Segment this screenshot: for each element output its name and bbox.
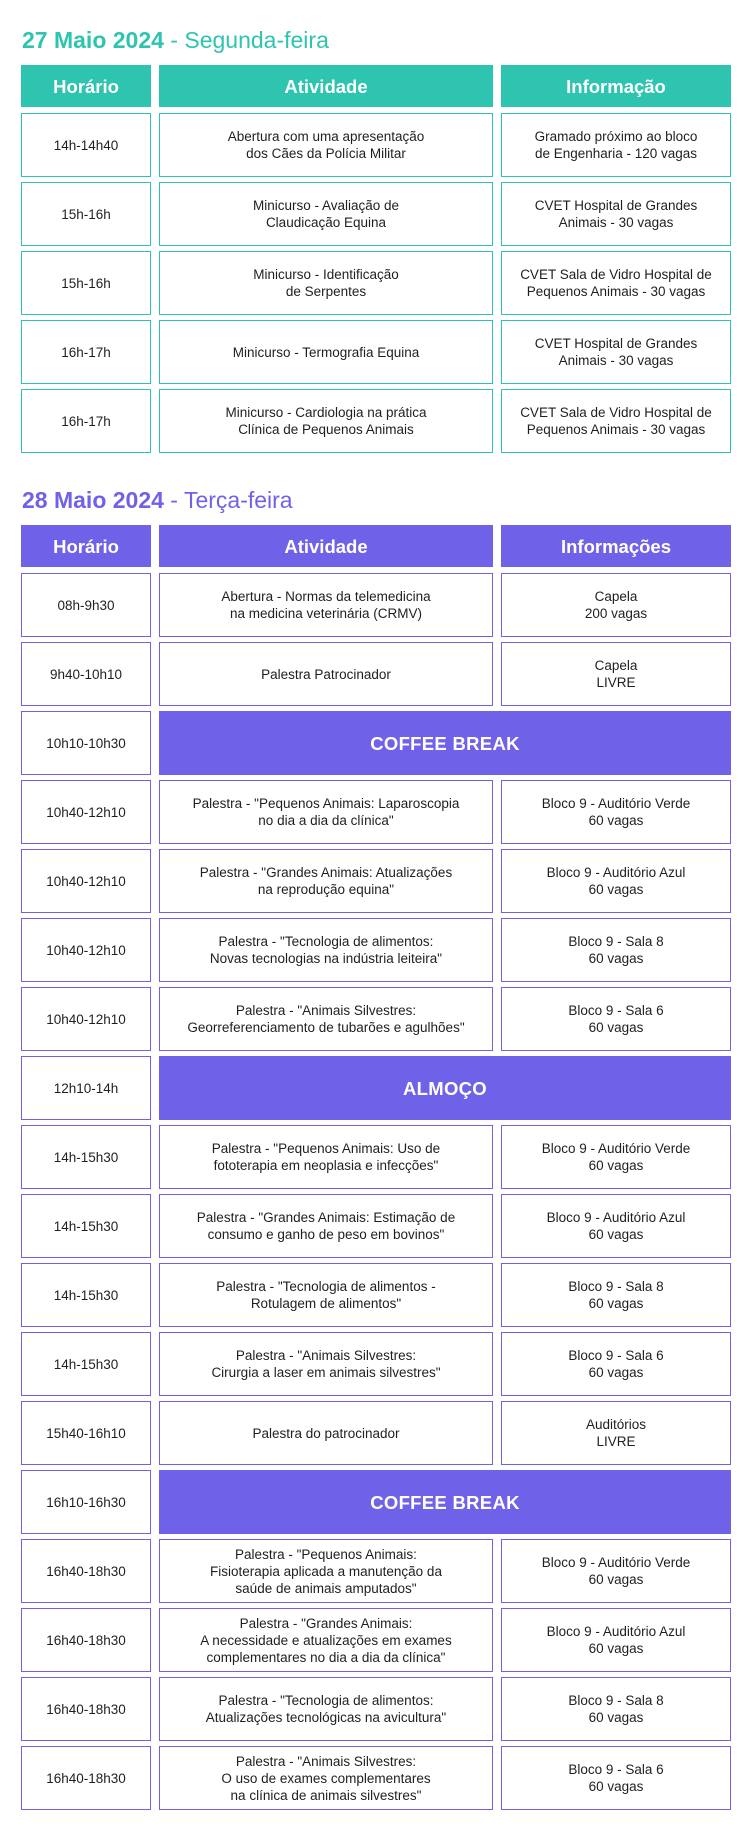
activity-cell-text: Palestra - "Grandes Animais: Atualizações na reprodução equina" <box>199 865 453 897</box>
header-time-text: Horário <box>53 75 119 97</box>
time-cell <box>21 251 151 315</box>
time-cell <box>21 1470 151 1534</box>
info-cell-text: Capela 200 vagas <box>584 589 648 621</box>
header-activity <box>159 525 493 567</box>
activity-cell <box>159 1539 493 1603</box>
info-cell <box>501 573 731 637</box>
time-cell-text: 15h-16h <box>61 206 111 222</box>
info-cell <box>501 780 731 844</box>
day-title-1 <box>22 26 329 54</box>
info-cell <box>501 251 731 315</box>
info-cell-text: Bloco 9 - Sala 6 60 vagas <box>568 1003 664 1035</box>
activity-cell <box>159 1263 493 1327</box>
time-cell <box>21 849 151 913</box>
time-cell-text: 9h40-10h10 <box>49 666 123 682</box>
activity-cell <box>159 573 493 637</box>
time-cell-text: 14h-15h30 <box>53 1218 119 1234</box>
activity-cell <box>159 251 493 315</box>
time-cell-text: 10h40-12h10 <box>46 873 126 889</box>
info-cell-text: CVET Sala de Vidro Hospital de Pequenos Animais - 30 vagas <box>520 267 712 299</box>
activity-cell-text: Palestra - "Pequenos Animais: Fisioterapia aplicada a manutenção da saúde de animais amputados" <box>210 1546 442 1596</box>
info-cell <box>501 849 731 913</box>
time-cell <box>21 1746 151 1810</box>
activity-cell-text: Palestra - "Tecnologia de alimentos: Novas tecnologias na indústria leiteira" <box>209 934 443 966</box>
time-cell <box>21 1539 151 1603</box>
day-date: 28 Maio 2024 <box>22 487 164 513</box>
break-banner <box>159 1470 731 1534</box>
time-cell-text: 14h-15h30 <box>53 1149 119 1165</box>
header-time <box>21 65 151 107</box>
day-title-2 <box>22 486 293 514</box>
time-cell-text: 10h40-12h10 <box>46 1011 126 1027</box>
time-cell <box>21 1401 151 1465</box>
time-cell-text: 16h40-18h30 <box>46 1632 126 1648</box>
time-cell-text: 14h-15h30 <box>53 1356 119 1372</box>
activity-cell-text: Palestra - "Tecnologia de alimentos - Rotulagem de alimentos" <box>216 1279 436 1311</box>
break-banner-text: ALMOÇO <box>402 1077 487 1099</box>
info-cell <box>501 389 731 453</box>
info-cell <box>501 320 731 384</box>
day-title-separator: - <box>163 487 184 513</box>
info-cell <box>501 1608 731 1672</box>
info-cell <box>501 1125 731 1189</box>
activity-cell-text: Palestra - "Animais Silvestres: O uso de exames complementares na clínica de animais silvestres" <box>221 1753 431 1803</box>
time-cell-text: 16h40-18h30 <box>46 1701 126 1717</box>
info-cell-text: Bloco 9 - Auditório Verde 60 vagas <box>541 796 691 828</box>
activity-cell-text: Palestra do patrocinador <box>252 1425 400 1441</box>
time-cell <box>21 1677 151 1741</box>
info-cell <box>501 1194 731 1258</box>
info-cell <box>501 182 731 246</box>
header-time-text: Horário <box>53 535 119 557</box>
activity-cell <box>159 113 493 177</box>
time-cell-text: 16h-17h <box>61 413 111 429</box>
time-cell <box>21 1263 151 1327</box>
info-cell-text: CVET Hospital de Grandes Animais - 30 vagas <box>534 336 698 368</box>
info-cell-text: Bloco 9 - Auditório Verde 60 vagas <box>541 1141 691 1173</box>
info-cell <box>501 1401 731 1465</box>
activity-cell <box>159 182 493 246</box>
activity-cell-text: Palestra - "Animais Silvestres: Cirurgia a laser em animais silvestres" <box>211 1348 441 1380</box>
header-info-text: Informação <box>566 75 666 97</box>
activity-cell <box>159 1746 493 1810</box>
info-cell <box>501 1539 731 1603</box>
info-cell-text: Bloco 9 - Sala 8 60 vagas <box>568 934 664 966</box>
day-date: 27 Maio 2024 <box>22 27 164 53</box>
header-activity-text: Atividade <box>284 75 368 97</box>
activity-cell-text: Palestra - "Grandes Animais: A necessidade e atualizações em exames complementares no dia a dia da clínica" <box>200 1615 452 1665</box>
time-cell-text: 15h40-16h10 <box>46 1425 126 1441</box>
info-cell-text: Bloco 9 - Sala 8 60 vagas <box>568 1693 664 1725</box>
time-cell-text: 16h40-18h30 <box>46 1770 126 1786</box>
info-cell-text: Bloco 9 - Sala 6 60 vagas <box>568 1348 664 1380</box>
activity-cell-text: Minicurso - Avaliação de Claudicação Equina <box>252 198 400 230</box>
time-cell <box>21 711 151 775</box>
info-cell-text: Bloco 9 - Auditório Azul 60 vagas <box>546 1624 686 1656</box>
activity-cell <box>159 918 493 982</box>
time-cell <box>21 573 151 637</box>
header-info <box>501 525 731 567</box>
break-banner <box>159 711 731 775</box>
info-cell-text: Gramado próximo ao bloco de Engenharia - 120 vagas <box>534 129 698 161</box>
time-cell <box>21 987 151 1051</box>
time-cell <box>21 1332 151 1396</box>
time-cell-text: 08h-9h30 <box>57 597 115 613</box>
day-weekday: Terça-feira <box>183 487 293 513</box>
activity-cell <box>159 389 493 453</box>
activity-cell-text: Minicurso - Identificação de Serpentes <box>253 267 399 299</box>
info-cell <box>501 1677 731 1741</box>
header-info <box>501 65 731 107</box>
day-title-separator: - <box>163 27 185 53</box>
info-cell <box>501 113 731 177</box>
activity-cell <box>159 780 493 844</box>
time-cell <box>21 1608 151 1672</box>
time-cell-text: 16h-17h <box>61 344 111 360</box>
info-cell-text: Auditórios LIVRE <box>585 1417 647 1449</box>
time-cell <box>21 918 151 982</box>
activity-cell-text: Palestra - "Animais Silvestres: Georreferenciamento de tubarões e agulhões" <box>187 1003 465 1035</box>
header-activity <box>159 65 493 107</box>
info-cell <box>501 1746 731 1810</box>
time-cell <box>21 389 151 453</box>
break-banner <box>159 1056 731 1120</box>
time-cell-text: 14h-14h40 <box>53 137 119 153</box>
time-cell-text: 12h10-14h <box>53 1080 119 1096</box>
time-cell <box>21 1056 151 1120</box>
info-cell <box>501 642 731 706</box>
activity-cell <box>159 642 493 706</box>
activity-cell <box>159 1125 493 1189</box>
activity-cell-text: Palestra Patrocinador <box>261 666 391 682</box>
info-cell-text: Bloco 9 - Auditório Verde 60 vagas <box>541 1555 691 1587</box>
info-cell-text: CVET Sala de Vidro Hospital de Pequenos Animais - 30 vagas <box>520 405 712 437</box>
activity-cell <box>159 1194 493 1258</box>
activity-cell-text: Palestra - "Tecnologia de alimentos: Atualizações tecnológicas na avicultura" <box>205 1693 447 1725</box>
time-cell <box>21 780 151 844</box>
info-cell-text: Bloco 9 - Auditório Azul 60 vagas <box>546 865 686 897</box>
activity-cell <box>159 1677 493 1741</box>
activity-cell <box>159 987 493 1051</box>
activity-cell <box>159 1332 493 1396</box>
activity-cell-text: Abertura com uma apresentação dos Cães da Polícia Militar <box>227 129 425 161</box>
info-cell <box>501 1263 731 1327</box>
activity-cell-text: Palestra - "Grandes Animais: Estimação de consumo e ganho de peso em bovinos" <box>196 1210 456 1242</box>
info-cell-text: CVET Hospital de Grandes Animais - 30 vagas <box>534 198 698 230</box>
time-cell <box>21 1194 151 1258</box>
info-cell-text: Bloco 9 - Auditório Azul 60 vagas <box>546 1210 686 1242</box>
time-cell-text: 15h-16h <box>61 275 111 291</box>
time-cell-text: 16h10-16h30 <box>46 1494 126 1510</box>
activity-cell-text: Minicurso - Cardiologia na prática Clínica de Pequenos Animais <box>225 405 427 437</box>
header-time <box>21 525 151 567</box>
time-cell-text: 10h40-12h10 <box>46 804 126 820</box>
time-cell <box>21 320 151 384</box>
activity-cell <box>159 1608 493 1672</box>
activity-cell-text: Palestra - "Pequenos Animais: Laparoscopia no dia a dia da clínica" <box>192 796 460 828</box>
activity-cell-text: Abertura - Normas da telemedicina na medicina veterinária (CRMV) <box>221 589 431 621</box>
info-cell-text: Bloco 9 - Sala 6 60 vagas <box>568 1762 664 1794</box>
header-activity-text: Atividade <box>284 535 368 557</box>
activity-cell <box>159 849 493 913</box>
activity-cell-text: Palestra - "Pequenos Animais: Uso de fototerapia em neoplasia e infecções" <box>211 1141 441 1173</box>
day-weekday: Segunda-feira <box>184 27 329 53</box>
header-info-text: Informações <box>560 535 671 557</box>
info-cell <box>501 1332 731 1396</box>
activity-cell <box>159 320 493 384</box>
activity-cell-text: Minicurso - Termografia Equina <box>232 344 420 360</box>
time-cell <box>21 113 151 177</box>
break-banner-text: COFFEE BREAK <box>370 1491 520 1513</box>
time-cell-text: 16h40-18h30 <box>46 1563 126 1579</box>
info-cell-text: Bloco 9 - Sala 8 60 vagas <box>568 1279 664 1311</box>
info-cell-text: Capela LIVRE <box>594 658 638 690</box>
break-banner-text: COFFEE BREAK <box>370 732 520 754</box>
info-cell <box>501 987 731 1051</box>
time-cell <box>21 642 151 706</box>
activity-cell <box>159 1401 493 1465</box>
time-cell-text: 10h40-12h10 <box>46 942 126 958</box>
info-cell <box>501 918 731 982</box>
time-cell-text: 10h10-10h30 <box>46 735 126 751</box>
time-cell <box>21 1125 151 1189</box>
time-cell <box>21 182 151 246</box>
time-cell-text: 14h-15h30 <box>53 1287 119 1303</box>
